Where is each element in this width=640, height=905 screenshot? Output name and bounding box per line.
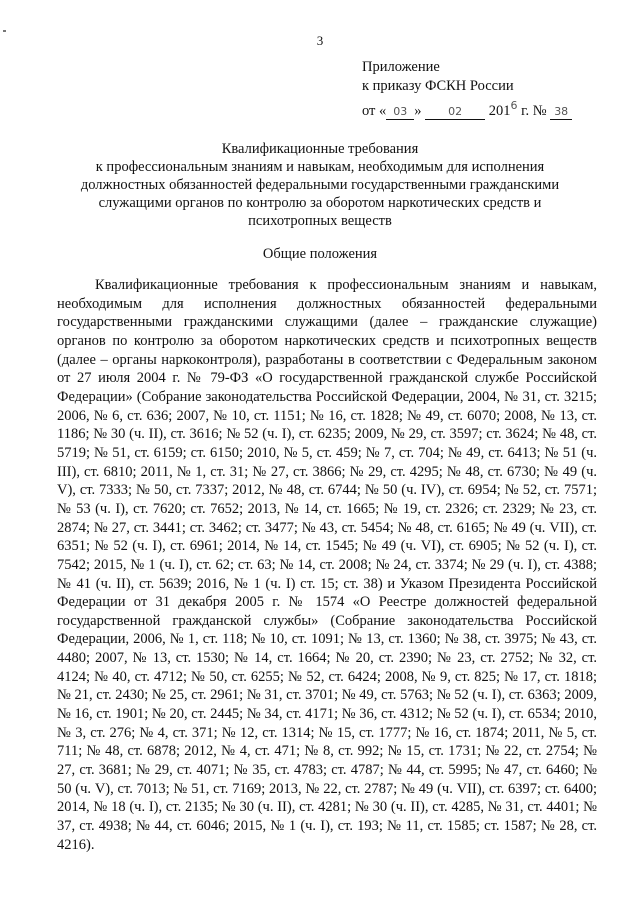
date-day: 03 <box>386 105 414 120</box>
title-line-2: к профессиональным знаниям и навыкам, необходимым для исполнения <box>95 159 545 175</box>
order-number: 38 <box>550 105 572 120</box>
appendix-order-ref: к приказу ФСКН России <box>362 78 514 94</box>
document-title <box>40 140 600 230</box>
appendix-label: Приложение <box>362 59 440 75</box>
date-close-quote: » <box>414 102 422 119</box>
date-month: 02 <box>425 105 485 120</box>
date-prefix: от « <box>362 102 387 119</box>
page-number: 3 <box>316 33 324 48</box>
title-line-3: должностных обязанностей федеральными государственными гражданскими <box>80 177 560 193</box>
scan-edge-mark <box>3 30 6 32</box>
date-year-tail: г. № <box>521 102 547 119</box>
title-line-5: психотропных веществ <box>248 213 392 229</box>
date-year-prefix: 201 <box>488 102 511 119</box>
appendix-block <box>362 58 572 121</box>
title-line-4: служащими органов по контролю за оборотом наркотических средств и <box>98 195 542 211</box>
appendix-date-line <box>362 96 572 121</box>
date-year-suffix: 6 <box>510 99 518 112</box>
body-paragraph: Квалификационные требования к профессиональным знаниям и навыкам, необходимым для исполнения должностных обязанностей федеральными государственными гражданскими служащими (далее – гражданские служащие) органов по контролю за оборотом наркотических средств и психотропных веществ (далее – органы наркоконтроля), разработаны в соответствии с Федеральным законом от 27 июля 2004 г. № 79-ФЗ «О государственной гражданской службе Российской Федерации» (Собрание законодательства Российской Федерации, 2004, № 31, ст. 3215; 2006, № 6, ст. 636; 2007, № 10, ст. 1151; № 16, ст. 1828; № 49, ст. 6070; 2008, № 13, ст. 1186; № 30 (ч. II), ст. 3616; № 52 (ч. I), ст. 6235; 2009, № 29, ст. 3597; ст. 3624; № 48, ст. 5719; № 51, ст. 6159; ст. 6150; 2010, № 5, ст. 459; № 7, ст. 704; № 49, ст. 6413; № 51 (ч. III), ст. 6810; 2011, № 1, ст. 31; № 27, ст. 3866; № 29, ст. 4295; № 48, ст. 6730; № 49 (ч. V), ст. 7333; № 50, ст. 7337; 2012, № 48, ст. 6744; № 50 (ч. IV), ст. 6954; № 52, ст. 7571; № 53 (ч. I), ст. 7620; ст. 7652; 2013, № 14, ст. 1665; № 19, ст. 2326; ст. 2329; № 23, ст. 2874; № 27, ст. 3441; ст. 3462; ст. 3477; № 43, ст. 5454; № 48, ст. 6165; № 49 (ч. VII), ст. 6351; № 52 (ч. I), ст. 6961; 2014, № 14, ст. 1545; № 49 (ч. VI), ст. 6905; № 52 (ч. I), ст. 7542; 2015, № 1 (ч. I), ст. 62; ст. 63; № 14, ст. 2008; № 24, ст. 3374; № 29 (ч. I), ст. 4388; № 41 (ч. II), ст. 5639; 2016, № 1 (ч. I) ст. 15; ст. 38) и Указом Президента Российской Федерации от 31 декабря 2005 г. № 1574 «О Реестре должностей федеральной государственной гражданской службы» (Собрание законодательства Российской Федерации, 2006, № 1, ст. 118; № 10, ст. 1091; № 13, ст. 1360; № 38, ст. 3975; № 43, ст. 4480; 2007, № 13, ст. 1530; № 14, ст. 1664; № 20, ст. 2390; № 23, ст. 2752; № 32, ст. 4124; № 40, ст. 4712; № 50, ст. 6255; № 52, ст. 6424; 2008, № 9, ст. 825; № 17, ст. 1818; № 21, ст. 2430; № 25, ст. 2961; № 31, ст. 3701; № 49, ст. 5763; № 52 (ч. I), ст. 6363; 2009, № 16, ст. 1901; № 20, ст. 2445; № 34, ст. 4171; № 36, ст. 4312; № 52 (ч. I), ст. 6534; 2010, № 3, ст. 276; № 4, ст. 371; № 12, ст. 1314; № 15, ст. 1777; № 16, ст. 1874; 2011, № 5, ст. 711; № 48, ст. 6878; 2012, № 4, ст. 471; № 8, ст. 992; № 15, ст. 1731; № 22, ст. 2754; № 27, ст. 3681; № 29, ст. 4071; № 35, ст. 4783; ст. 4787; № 44, ст. 5995; № 47, ст. 6460; № 50 (ч. V), ст. 7013; № 51, ст. 7169; 2013, № 22, ст. 2787; № 49 (ч. VII), ст. 6397; ст. 6400; 2014, № 18 (ч. I), ст. 2135; № 30 (ч. II), ст. 4281; № 30 (ч. II), ст. 4285, № 31, ст. 4401; № 37, ст. 4938; № 44, ст. 6046; 2015, № 1 (ч. I), ст. 193; № 11, ст. 1585; ст. 1587; № 28, ст. 4216). <box>57 277 597 853</box>
title-line-1: Квалификационные требования <box>221 141 419 157</box>
section-heading: Общие положения <box>262 246 378 262</box>
